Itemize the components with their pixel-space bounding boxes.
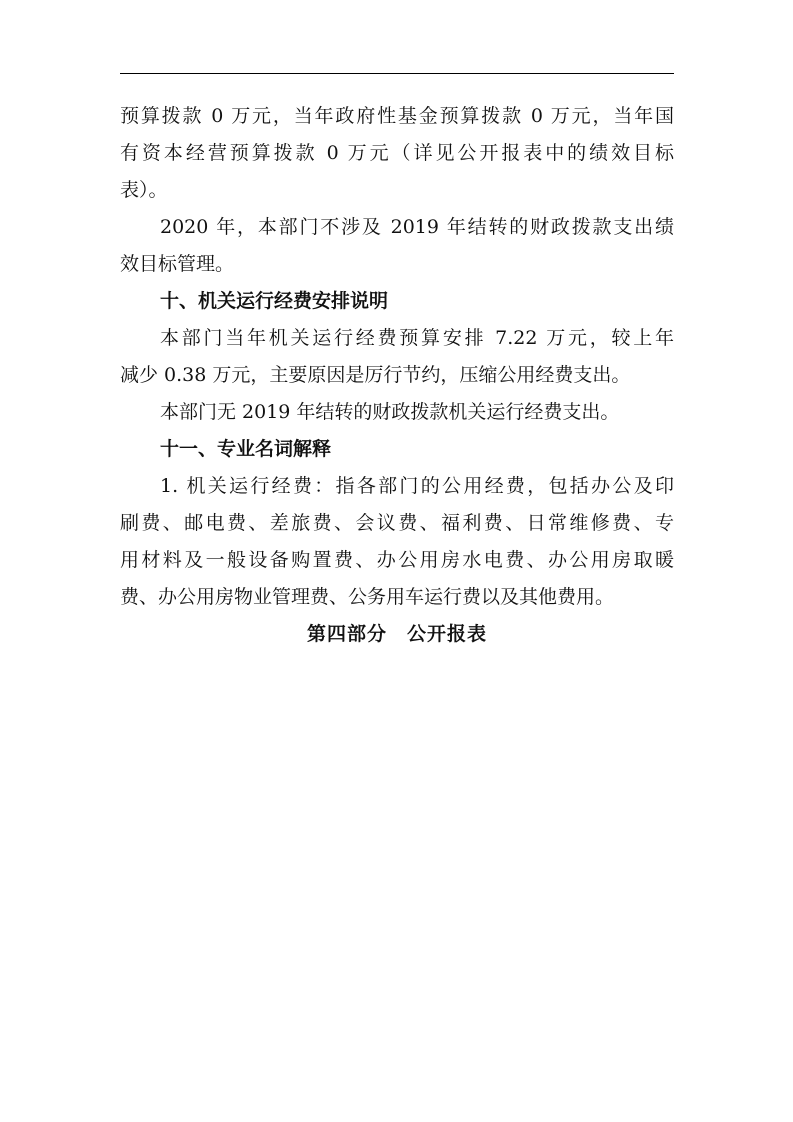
paragraph-performance-target	[120, 209, 674, 283]
text-line: 1. 机关运行经费：指各部门的公用经费，包括办公及印	[160, 475, 674, 497]
text-line: 刷费、邮电费、差旅费、会议费、福利费、日常维修费、专	[120, 512, 674, 534]
text-line: 2020 年，本部门不涉及 2019 年结转的财政拨款支出绩	[160, 216, 674, 238]
text-line: 表）。	[120, 179, 168, 201]
section-glossary	[120, 431, 674, 616]
text-line: 有资本经营预算拨款 0 万元（详见公开报表中的绩效目标	[120, 142, 674, 164]
text-line: 减少 0.38 万元，主要原因是厉行节约，压缩公用经费支出。	[120, 364, 631, 386]
text-line: 本部门当年机关运行经费预算安排 7.22 万元，较上年	[160, 327, 674, 349]
text-line: 预算拨款 0 万元，当年政府性基金预算拨款 0 万元，当年国	[120, 105, 674, 127]
text-line: 本部门无 2019 年结转的财政拨款机关运行经费支出。	[160, 401, 620, 423]
section-heading: 十、机关运行经费安排说明	[160, 290, 389, 312]
header-rule	[120, 73, 674, 74]
section-operating-expenses	[120, 283, 674, 431]
document-body	[120, 98, 674, 653]
text-line: 费、办公用房物业管理费、公务用车运行费以及其他费用。	[120, 586, 615, 608]
text-line: 用材料及一般设备购置费、办公用房水电费、办公用房取暖	[120, 549, 674, 571]
section-heading: 十一、专业名词解释	[160, 438, 332, 460]
text-line: 效目标管理。	[120, 253, 235, 275]
part-title: 第四部分 公开报表	[306, 623, 487, 645]
paragraph-appropriation	[120, 98, 674, 209]
